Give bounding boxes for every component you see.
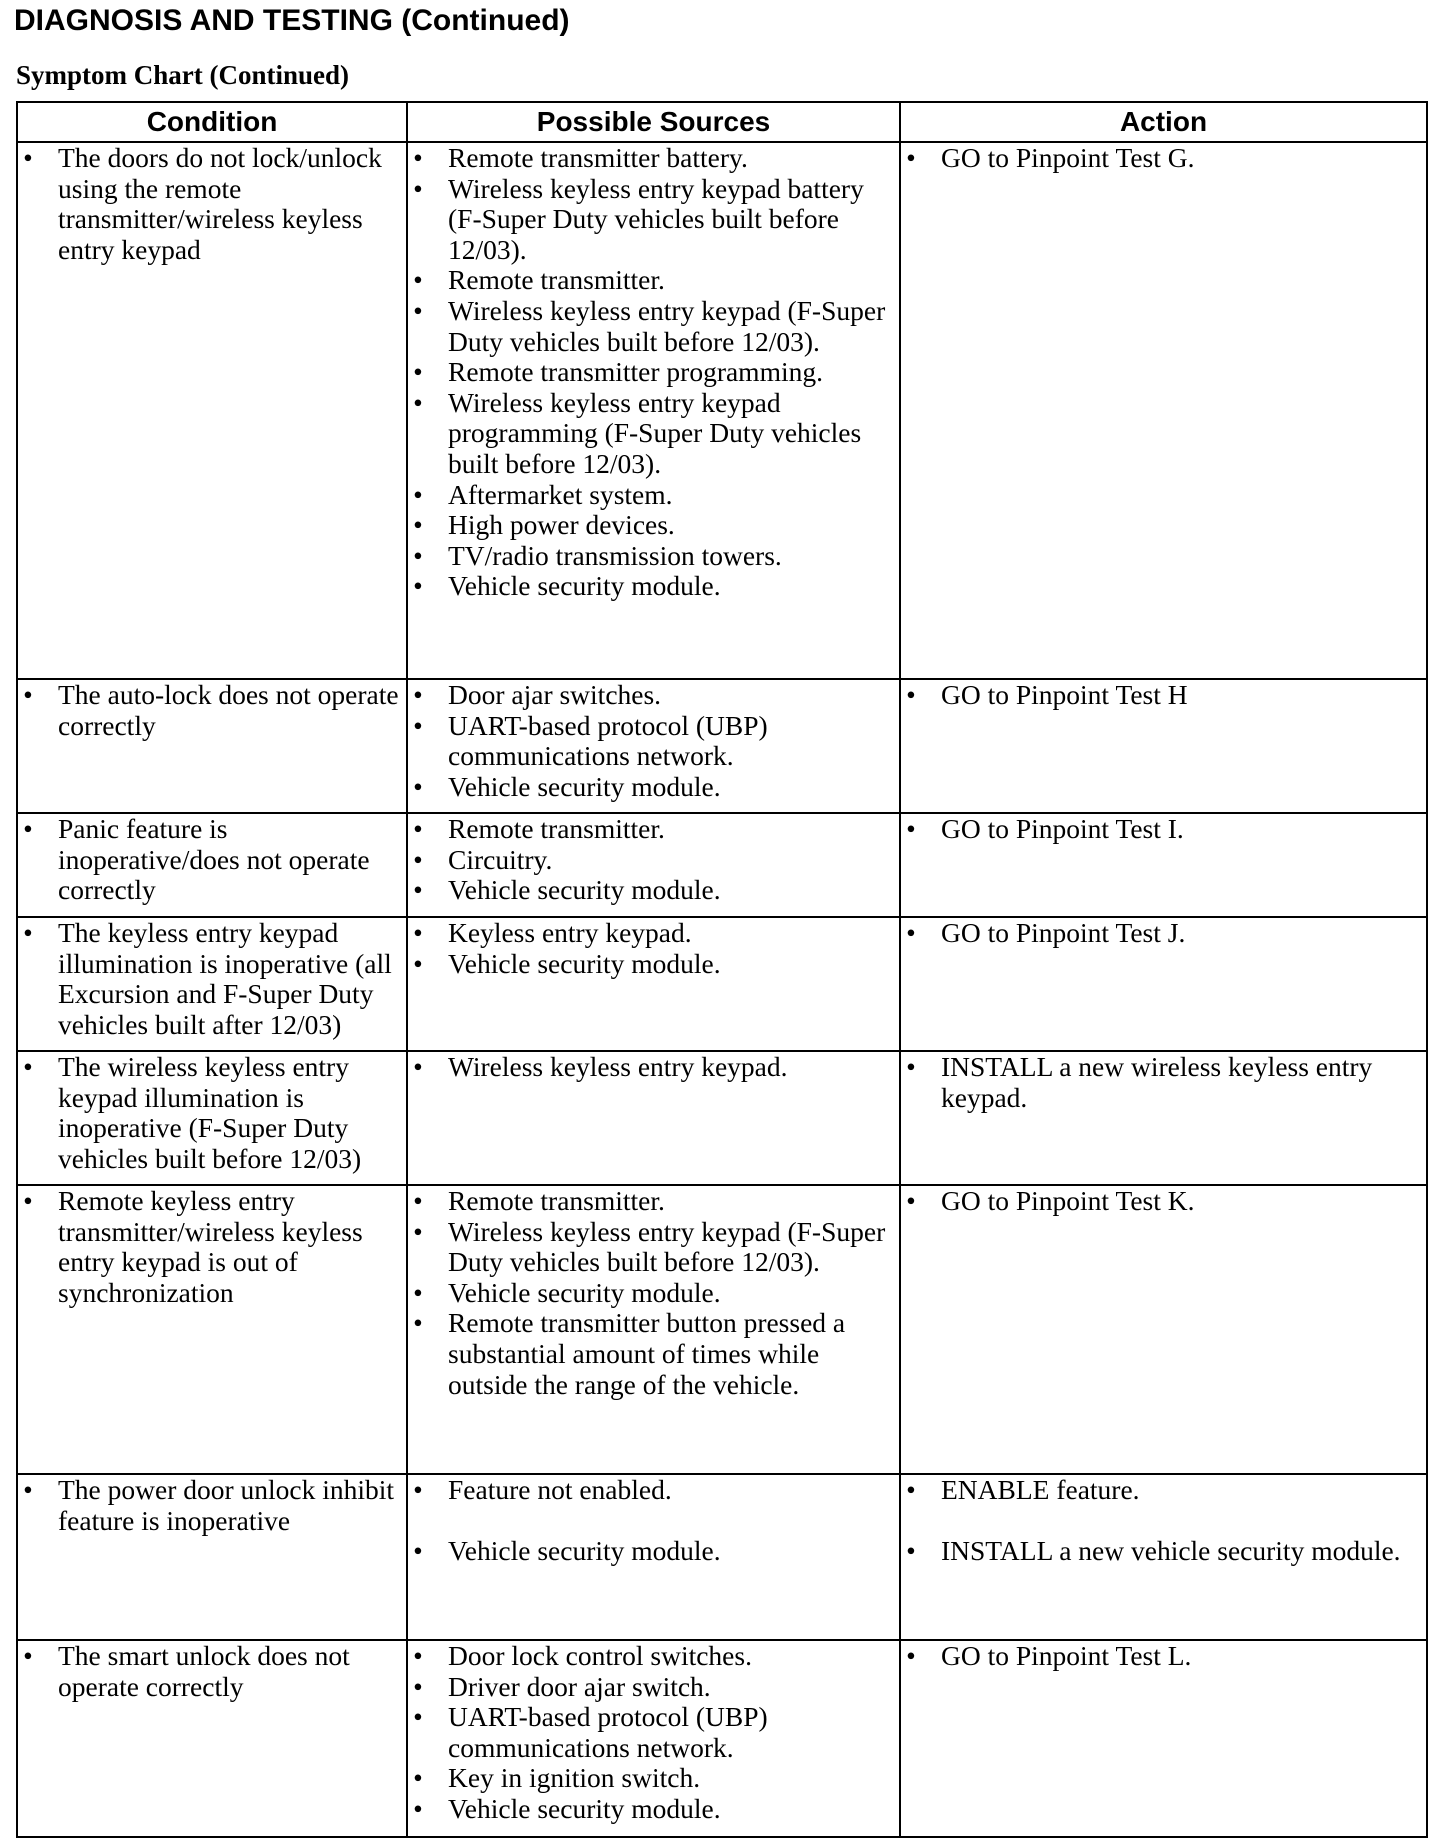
condition-list bbox=[18, 1641, 406, 1702]
list-item bbox=[408, 1217, 899, 1278]
list-item bbox=[408, 1278, 899, 1309]
actions-list bbox=[901, 1186, 1426, 1217]
source-text: UART-based protocol (UBP) communications network. bbox=[448, 1701, 768, 1763]
sources-list bbox=[408, 143, 899, 602]
bullet-icon: • bbox=[413, 1792, 423, 1824]
source-text: Key in ignition switch. bbox=[448, 1762, 701, 1794]
actions-list bbox=[901, 680, 1426, 711]
bullet-icon: • bbox=[413, 509, 423, 541]
bullet-icon: • bbox=[413, 947, 423, 979]
source-text: UART-based protocol (UBP) communications network. bbox=[448, 709, 768, 772]
condition-cell bbox=[17, 917, 407, 1051]
bullet-icon: • bbox=[413, 172, 423, 204]
condition-text: The wireless keyless entry keypad illumination is inoperative (F-Super Duty vehicles built before 12/03) bbox=[58, 1051, 362, 1174]
source-text: Vehicle security module. bbox=[448, 770, 721, 802]
list-item bbox=[901, 814, 1426, 845]
bullet-icon: • bbox=[413, 1474, 423, 1505]
column-header-possible-sources: Possible Sources bbox=[407, 102, 900, 142]
list-item bbox=[18, 918, 406, 1040]
condition-text: Remote keyless entry transmitter/wireless keyless entry keypad is out of synchronization bbox=[58, 1185, 363, 1308]
bullet-icon: • bbox=[906, 1185, 916, 1216]
list-item bbox=[408, 1475, 899, 1506]
sources-list bbox=[408, 1641, 899, 1825]
source-text: Remote transmitter. bbox=[448, 813, 665, 844]
table-row bbox=[17, 1474, 1427, 1640]
sources-list bbox=[408, 1052, 899, 1083]
condition-list bbox=[18, 1475, 406, 1536]
source-text: Remote transmitter. bbox=[448, 1185, 665, 1216]
table-row bbox=[17, 813, 1427, 917]
bullet-icon: • bbox=[413, 478, 423, 510]
bullet-icon: • bbox=[413, 1670, 423, 1702]
source-text: Wireless keyless entry keypad programming (F-Super Duty vehicles built before 12/03). bbox=[448, 386, 862, 479]
source-text: Driver door ajar switch. bbox=[448, 1670, 711, 1702]
condition-text: The auto-lock does not operate correctly bbox=[58, 679, 399, 741]
bullet-icon: • bbox=[906, 917, 916, 948]
source-text: Circuitry. bbox=[448, 843, 553, 875]
list-item bbox=[408, 1672, 899, 1703]
action-text: GO to Pinpoint Test J. bbox=[941, 917, 1186, 948]
list-item bbox=[901, 1186, 1426, 1217]
possible-sources-cell bbox=[407, 917, 900, 1051]
bullet-icon: • bbox=[413, 1307, 423, 1339]
list-item bbox=[408, 711, 899, 772]
source-text: Remote transmitter button pressed a substantial amount of times while outside the range of the vehicle. bbox=[448, 1307, 846, 1400]
source-text: Wireless keyless entry keypad. bbox=[448, 1051, 788, 1082]
bullet-icon: • bbox=[413, 843, 423, 875]
source-text: Remote transmitter programming. bbox=[448, 356, 823, 388]
bullet-icon: • bbox=[413, 813, 423, 844]
column-header-condition: Condition bbox=[17, 102, 407, 142]
list-item bbox=[408, 949, 899, 980]
bullet-icon: • bbox=[906, 142, 916, 173]
action-text: INSTALL a new vehicle security module. bbox=[941, 1535, 1401, 1567]
column-header-action: Action bbox=[900, 102, 1427, 142]
bullet-icon: • bbox=[23, 142, 33, 173]
source-text: Remote transmitter. bbox=[448, 264, 665, 296]
table-row bbox=[17, 1185, 1427, 1474]
possible-sources-cell bbox=[407, 1640, 900, 1837]
bullet-icon: • bbox=[23, 679, 33, 710]
list-item bbox=[408, 296, 899, 357]
condition-cell bbox=[17, 1185, 407, 1474]
bullet-icon: • bbox=[23, 1640, 33, 1671]
condition-text: The smart unlock does not operate correctly bbox=[58, 1640, 350, 1702]
possible-sources-cell bbox=[407, 1474, 900, 1640]
list-item bbox=[408, 1794, 899, 1825]
condition-cell bbox=[17, 813, 407, 917]
actions-list bbox=[901, 918, 1426, 949]
condition-text: The keyless entry keypad illumination is inoperative (all Excursion and F-Super Duty vehicles built after 12/03) bbox=[58, 917, 392, 1040]
actions-list bbox=[901, 1475, 1426, 1567]
action-cell bbox=[900, 1474, 1427, 1640]
source-text: Door ajar switches. bbox=[448, 679, 662, 710]
bullet-icon: • bbox=[413, 386, 423, 418]
action-text: INSTALL a new wireless keyless entry keypad. bbox=[941, 1051, 1373, 1113]
list-item bbox=[408, 1308, 899, 1400]
list-item bbox=[901, 1052, 1426, 1113]
list-item bbox=[408, 1186, 899, 1217]
bullet-icon: • bbox=[413, 1762, 423, 1794]
list-item bbox=[408, 143, 899, 174]
list-item bbox=[901, 1475, 1426, 1506]
possible-sources-cell bbox=[407, 679, 900, 813]
list-item bbox=[901, 143, 1426, 174]
actions-list bbox=[901, 1641, 1426, 1672]
list-item bbox=[18, 1475, 406, 1536]
source-text: Wireless keyless entry keypad (F-Super Duty vehicles built before 12/03). bbox=[448, 294, 886, 357]
source-text: Vehicle security module. bbox=[448, 1535, 721, 1567]
list-item bbox=[18, 680, 406, 741]
condition-cell bbox=[17, 1640, 407, 1837]
source-text: High power devices. bbox=[448, 509, 675, 541]
source-text: Vehicle security module. bbox=[448, 1276, 721, 1308]
sources-list bbox=[408, 918, 899, 979]
source-text: Vehicle security module. bbox=[448, 947, 721, 979]
possible-sources-cell bbox=[407, 142, 900, 679]
bullet-icon: • bbox=[906, 1051, 916, 1082]
list-item bbox=[408, 1641, 899, 1672]
bullet-icon: • bbox=[413, 570, 423, 602]
bullet-icon: • bbox=[413, 1276, 423, 1308]
condition-list bbox=[18, 1186, 406, 1308]
action-cell bbox=[900, 813, 1427, 917]
list-item bbox=[18, 1641, 406, 1702]
bullet-icon: • bbox=[906, 813, 916, 844]
bullet-icon: • bbox=[413, 1185, 423, 1216]
table-body bbox=[17, 142, 1427, 1837]
possible-sources-cell bbox=[407, 813, 900, 917]
table-row bbox=[17, 1051, 1427, 1185]
bullet-icon: • bbox=[413, 874, 423, 906]
list-item bbox=[901, 1641, 1426, 1672]
bullet-icon: • bbox=[413, 679, 423, 710]
bullet-icon: • bbox=[413, 770, 423, 802]
list-item bbox=[408, 357, 899, 388]
source-text: Vehicle security module. bbox=[448, 1792, 721, 1824]
list-item bbox=[408, 174, 899, 266]
bullet-icon: • bbox=[413, 264, 423, 296]
condition-list bbox=[18, 918, 406, 1040]
bullet-icon: • bbox=[23, 1185, 33, 1216]
sources-list bbox=[408, 680, 899, 802]
action-text: GO to Pinpoint Test K. bbox=[941, 1185, 1195, 1216]
list-item bbox=[408, 680, 899, 711]
action-text: ENABLE feature. bbox=[941, 1474, 1140, 1505]
action-text: GO to Pinpoint Test L. bbox=[941, 1640, 1192, 1671]
action-text: GO to Pinpoint Test I. bbox=[941, 813, 1184, 844]
symptom-chart-table bbox=[16, 101, 1428, 1838]
bullet-icon: • bbox=[23, 917, 33, 948]
condition-list bbox=[18, 814, 406, 906]
sources-list bbox=[408, 814, 899, 906]
list-item bbox=[408, 845, 899, 876]
actions-list bbox=[901, 1052, 1426, 1113]
condition-text: The power door unlock inhibit feature is inoperative bbox=[58, 1474, 395, 1536]
list-item bbox=[408, 265, 899, 296]
bullet-icon: • bbox=[413, 294, 423, 326]
list-item bbox=[408, 510, 899, 541]
condition-list bbox=[18, 1052, 406, 1174]
bullet-icon: • bbox=[413, 1051, 423, 1082]
table-row bbox=[17, 1640, 1427, 1837]
source-text: Feature not enabled. bbox=[448, 1474, 672, 1505]
section-subtitle: Symptom Chart (Continued) bbox=[16, 60, 350, 90]
possible-sources-cell bbox=[407, 1051, 900, 1185]
bullet-icon: • bbox=[413, 539, 423, 571]
list-item bbox=[901, 1536, 1426, 1567]
action-cell bbox=[900, 1640, 1427, 1837]
list-item bbox=[408, 1052, 899, 1083]
source-text: Vehicle security module. bbox=[448, 570, 721, 602]
bullet-icon: • bbox=[413, 142, 423, 173]
list-item bbox=[18, 1052, 406, 1174]
condition-list bbox=[18, 680, 406, 741]
bullet-icon: • bbox=[413, 1640, 423, 1671]
list-item bbox=[408, 918, 899, 949]
bullet-icon: • bbox=[413, 917, 423, 948]
actions-list bbox=[901, 814, 1426, 845]
action-cell bbox=[900, 1051, 1427, 1185]
list-item bbox=[408, 1702, 899, 1763]
bullet-icon: • bbox=[413, 1535, 423, 1567]
sources-list bbox=[408, 1475, 899, 1567]
bullet-icon: • bbox=[906, 1640, 916, 1671]
bullet-icon: • bbox=[23, 813, 33, 844]
condition-list bbox=[18, 143, 406, 265]
action-cell bbox=[900, 679, 1427, 813]
bullet-icon: • bbox=[906, 1535, 916, 1567]
condition-text: The doors do not lock/unlock using the remote transmitter/wireless keyless entry keypad bbox=[58, 142, 382, 265]
list-item bbox=[18, 143, 406, 265]
action-text: GO to Pinpoint Test G. bbox=[941, 142, 1195, 173]
bullet-icon: • bbox=[906, 679, 916, 710]
bullet-icon: • bbox=[413, 356, 423, 388]
action-cell bbox=[900, 142, 1427, 679]
possible-sources-cell bbox=[407, 1185, 900, 1474]
table-header-row bbox=[17, 102, 1427, 142]
list-item bbox=[408, 541, 899, 572]
table-row bbox=[17, 917, 1427, 1051]
list-item bbox=[18, 1186, 406, 1308]
list-item bbox=[901, 918, 1426, 949]
source-text: Keyless entry keypad. bbox=[448, 917, 692, 948]
actions-list bbox=[901, 143, 1426, 174]
list-item bbox=[408, 388, 899, 480]
list-item bbox=[408, 480, 899, 511]
condition-cell bbox=[17, 1051, 407, 1185]
table-row bbox=[17, 679, 1427, 813]
list-item bbox=[408, 875, 899, 906]
source-text: Aftermarket system. bbox=[448, 478, 673, 510]
source-text: Wireless keyless entry keypad battery (F-Super Duty vehicles built before 12/03). bbox=[448, 172, 864, 265]
bullet-icon: • bbox=[413, 1701, 423, 1733]
bullet-icon: • bbox=[906, 1474, 916, 1505]
bullet-icon: • bbox=[413, 1215, 423, 1247]
action-cell bbox=[900, 1185, 1427, 1474]
source-text: Remote transmitter battery. bbox=[448, 142, 748, 173]
list-item bbox=[901, 680, 1426, 711]
condition-cell bbox=[17, 679, 407, 813]
condition-cell bbox=[17, 142, 407, 679]
list-item bbox=[18, 814, 406, 906]
list-item bbox=[408, 814, 899, 845]
source-text: Wireless keyless entry keypad (F-Super Duty vehicles built before 12/03). bbox=[448, 1215, 886, 1278]
list-item bbox=[408, 571, 899, 602]
condition-text: Panic feature is inoperative/does not operate correctly bbox=[58, 813, 370, 906]
action-text: GO to Pinpoint Test H bbox=[941, 679, 1188, 710]
sources-list bbox=[408, 1186, 899, 1400]
list-item bbox=[408, 1763, 899, 1794]
source-text: Vehicle security module. bbox=[448, 874, 721, 906]
table-row bbox=[17, 142, 1427, 679]
source-text: TV/radio transmission towers. bbox=[448, 539, 782, 571]
action-cell bbox=[900, 917, 1427, 1051]
bullet-icon: • bbox=[23, 1051, 33, 1082]
page-title: DIAGNOSIS AND TESTING (Continued) bbox=[14, 4, 570, 37]
bullet-icon: • bbox=[23, 1474, 33, 1505]
source-text: Door lock control switches. bbox=[448, 1640, 752, 1671]
condition-cell bbox=[17, 1474, 407, 1640]
list-item bbox=[408, 772, 899, 803]
list-item bbox=[408, 1536, 899, 1567]
bullet-icon: • bbox=[413, 709, 423, 741]
